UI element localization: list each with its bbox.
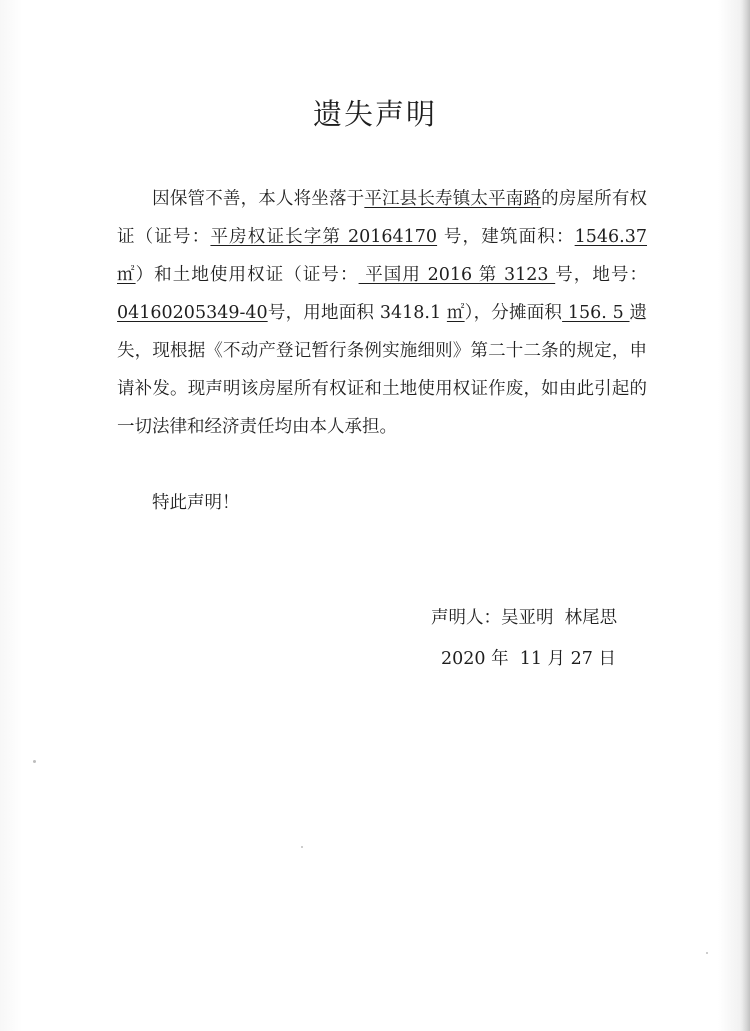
text-segment: 号，用地面积 3418.1: [267, 303, 447, 323]
text-segment: 遗失，现根据《不动产登记暂行条例实施细则》第二十二条的规定，申请补发。现声明该房屋所有权证和土地使用权证作废，如由此引起的一切法律和经济责任均由本人承担。: [117, 303, 648, 437]
shared-area: 156. 5: [562, 303, 630, 323]
scan-speck: [301, 846, 303, 848]
closing-statement: 特此声明！: [152, 493, 240, 513]
scan-speck: [33, 760, 36, 763]
text-segment: 号，建筑面积：: [437, 227, 575, 247]
document-title: 遗失声明: [312, 97, 437, 131]
land-area-unit: ㎡: [446, 303, 465, 323]
declarant-line: [431, 604, 617, 629]
land-certificate-number: 平国用 2016 第 3123: [358, 265, 556, 285]
property-location: 平江县长寿镇太平南路: [364, 189, 542, 209]
declaration-date: 2020 年 11 月 27 日: [441, 649, 616, 669]
text-segment: 的房屋所有权证（证号：: [117, 189, 648, 247]
declarant-names: 吴亚明 林尾思: [501, 608, 618, 628]
scan-edge-shadow: [740, 0, 750, 1031]
text-segment: ），分摊面积: [464, 303, 563, 323]
building-area: 1546.37 ㎡: [117, 227, 648, 285]
text-segment: ）和土地使用权证（证号：: [135, 265, 359, 285]
text-segment: 因保管不善，本人将坐落于: [152, 189, 365, 209]
house-certificate-number: 平房权证长字第 20164170: [210, 227, 438, 247]
scan-speck: [706, 952, 708, 954]
statement-paragraph: [117, 180, 647, 446]
declarant-label: 声明人：: [431, 608, 501, 628]
text-segment: 号，地号：: [555, 265, 648, 285]
lot-number: 04160205349-40: [117, 303, 268, 323]
